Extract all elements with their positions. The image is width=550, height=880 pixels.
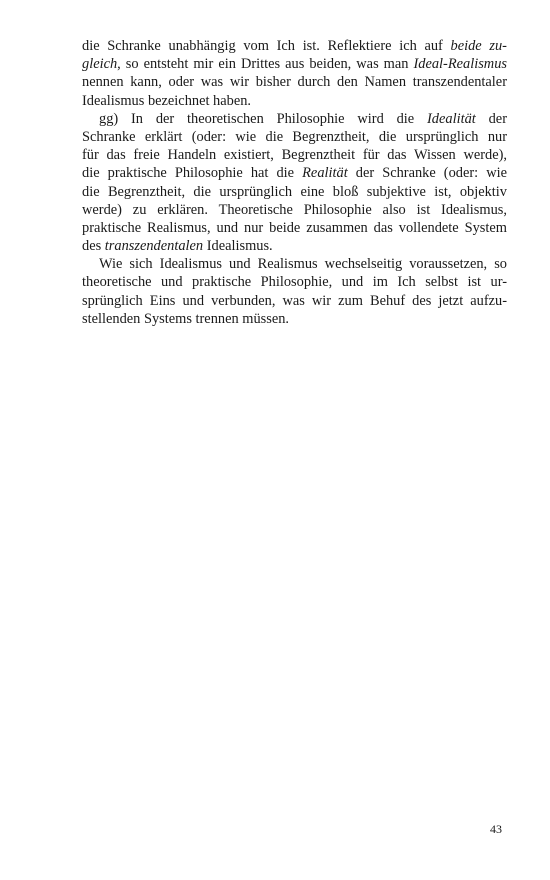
text-run: Wie sich Idealismus und Realismus wechselseitig voraussetzen, so — [99, 256, 507, 273]
text-run: die Schranke unabhängig vom Ich ist. Reflektiere ich auf — [82, 38, 451, 54]
text-run: gg) In der theoretischen Philosophie wird die — [99, 110, 428, 127]
page-number: 43 — [490, 822, 502, 836]
text-run: die Begrenztheit, die ursprünglich eine bloß subjektive ist, objektiv — [82, 183, 507, 200]
paragraph-3 — [82, 255, 507, 328]
text-run: der Schranke (oder: wie — [347, 165, 507, 182]
text-line — [82, 164, 507, 182]
text-line — [82, 273, 507, 291]
text-run: des — [82, 238, 105, 255]
text-run: die praktische Philosophie hat die — [82, 165, 303, 182]
text-line — [82, 310, 507, 328]
text-run: für das freie Handeln existiert, Begrenztheit für das Wissen werde), — [82, 147, 507, 164]
text-line — [82, 73, 507, 91]
text-run: Idealismus. — [203, 238, 273, 255]
italic-run: beide zu- — [450, 38, 507, 54]
paragraph-1 — [82, 37, 507, 110]
text-run: Idealismus bezeichnet haben. — [82, 92, 252, 109]
text-line — [82, 219, 507, 237]
text-line — [82, 292, 507, 310]
text-line — [82, 128, 507, 146]
italic-run: Idealität — [427, 110, 476, 127]
italic-run: Ideal-Realismus — [413, 56, 507, 73]
text-line — [82, 55, 507, 73]
text-run: nennen kann, oder was wir bisher durch den Namen transzendentaler — [82, 74, 507, 91]
text-run: praktische Realismus, und nur beide zusammen das vollendete System — [82, 219, 507, 236]
italic-run: transzendentalen — [104, 238, 204, 255]
text-line — [82, 183, 507, 201]
text-run: stellenden Systems trennen müssen. — [82, 310, 290, 327]
paragraph-2 — [82, 110, 507, 256]
text-line — [82, 201, 507, 219]
italic-run: gleich — [82, 56, 118, 73]
text-run: sprünglich Eins und verbunden, was wir zum Behuf des jetzt aufzu- — [82, 292, 507, 309]
text-block — [82, 37, 507, 328]
text-line — [82, 237, 507, 255]
text-run: der — [475, 110, 507, 127]
text-line — [82, 255, 507, 273]
text-line — [82, 37, 507, 55]
text-run: werde) zu erklären. Theoretische Philosophie also ist Idealismus, — [82, 201, 507, 218]
text-run: theoretische und praktische Philosophie, und im Ich selbst ist ur- — [82, 274, 507, 291]
text-run: Schranke erklärt (oder: wie die Begrenztheit, die ursprünglich nur — [82, 128, 507, 145]
text-line — [82, 92, 507, 110]
text-line — [82, 146, 507, 164]
text-line — [82, 110, 507, 128]
text-run: , so entsteht mir ein Drittes aus beiden, was man — [117, 56, 414, 73]
italic-run: Realität — [302, 165, 348, 182]
